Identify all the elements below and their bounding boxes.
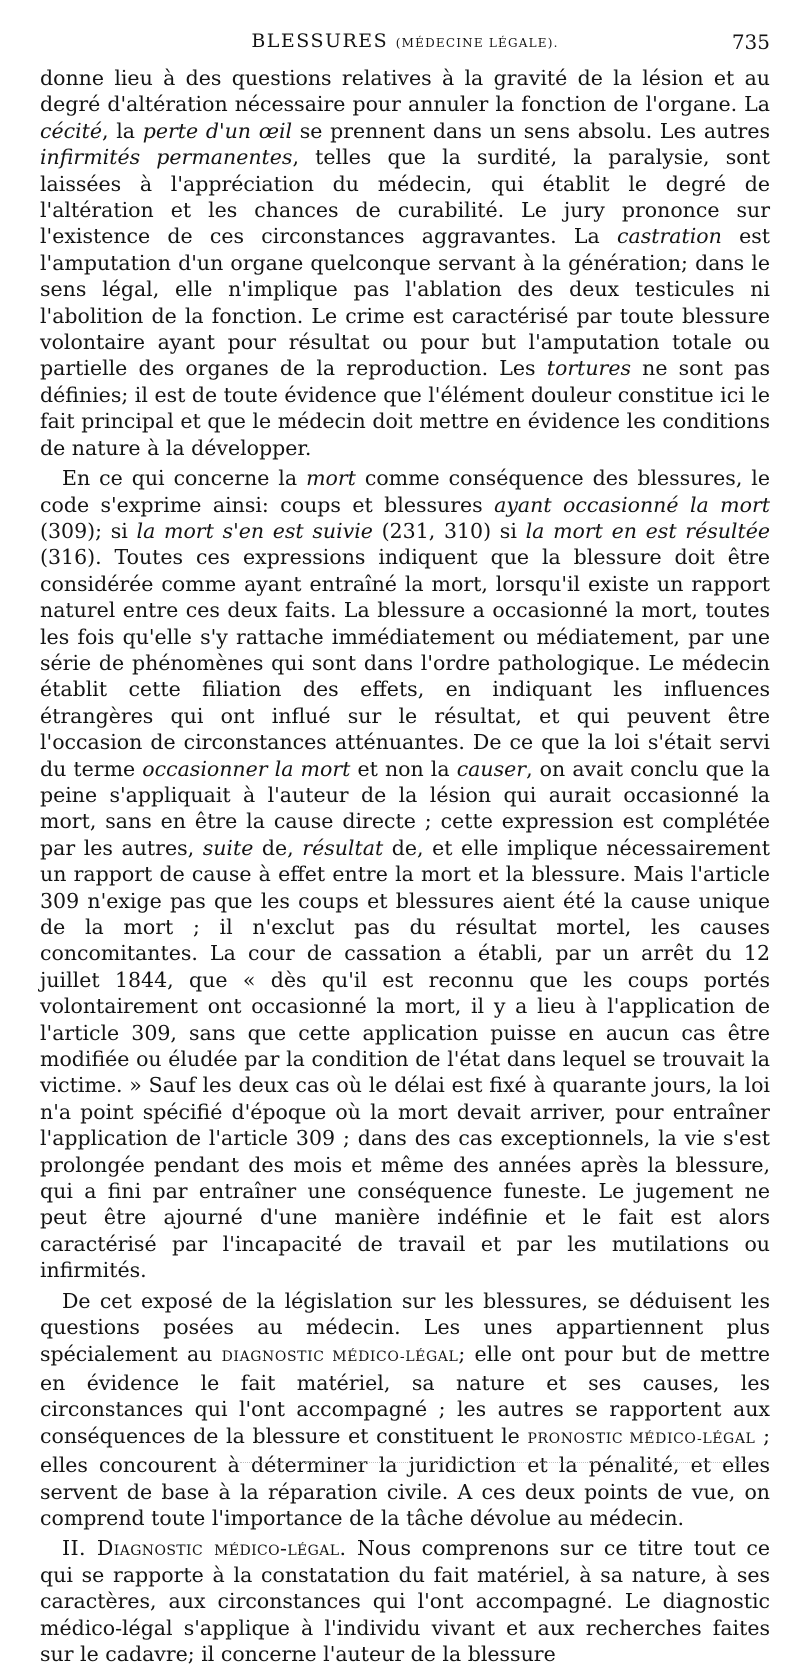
paragraph-1 (40, 65, 770, 461)
text-run: De cet exposé de la législation sur les blessures, se déduisent les questions posées au médecin. Les unes appartiennent plus spécialement au (40, 1288, 770, 1366)
text-run: ; elle ont pour but de mettre en évidence le fait matériel, sa nature et ses causes, les circonstances qui l'ont accompagné ; les autres se rapportent aux conséquences de la blessure et constituent le (40, 1341, 770, 1448)
running-header (40, 30, 770, 56)
italic-term: suite (202, 835, 254, 860)
text-run: et non la (350, 756, 457, 781)
body-text (40, 65, 770, 1667)
text-run: se prennent dans un sens absolu. Les autres (292, 118, 771, 143)
italic-term: cécité (40, 118, 103, 143)
text-run: En ce qui concerne la (62, 466, 307, 491)
text-run: comme conséquence des blessures, le code s'exprime ainsi: coups et blessures (40, 466, 771, 517)
text-run: (231, 310) si (372, 518, 526, 543)
italic-term: la mort en est résultée (525, 518, 770, 543)
text-run: , telles que la surdité, la paralysie, sont laissées à l'appréciation du médecin, qui établit le degré de l'altération et les chances de curabilité. Le jury prononce sur l'existence de ces circonstances aggravantes. La (40, 145, 771, 249)
running-title (40, 30, 770, 52)
italic-term: résultat (302, 835, 384, 860)
italic-term: mort (306, 466, 356, 491)
italic-term: occasionner la mort (142, 756, 351, 781)
header-title: BLESSURES (251, 30, 389, 52)
text-run: (316). Toutes ces expressions indiquent que la blessure doit être considérée comme ayant entraîné la mort, lorsqu'il existe un rapport naturel entre ces deux faits. La blessure a occasionné la mort, toutes les fois qu'elle s'y rattache immédiatement ou médiatement, par une série de phénomènes qui sont dans l'ordre pathologique. Le médecin établit cette filiation des effets, en indiquant les influences étrangères qui ont influé sur le résultat, et qui peuvent être l'occasion de circonstances atténuantes. De ce que la loi s'était servi du terme (40, 545, 770, 781)
small-caps-term: PRONOSTIC MÉDICO-LÉGAL (527, 1430, 756, 1447)
page-bottom-marks (240, 1462, 760, 1467)
italic-term: castration (617, 224, 722, 249)
text-run: de, (253, 835, 303, 860)
italic-term: infirmités permanentes (40, 145, 293, 170)
header-subtitle: (MÉDECINE LÉGALE). (395, 36, 559, 50)
italic-term: perte d'un œil (142, 118, 293, 143)
text-run: (309); si (40, 518, 137, 543)
small-caps-term: DIAGNOSTIC MÉDICO-LÉGAL (221, 1348, 459, 1365)
text-run: , on avait conclu que la peine s'appliquait à l'auteur de la lésion qui aurait occasionné la mort, sans en être la cause directe ; cette expression est complétée par les autres, (40, 756, 770, 860)
text-run: Nous comprenons sur ce titre tout ce qui se rapporte à la constatation du fait matériel, à sa nature, à ses caractères, aux circonstances qui l'ont accompagné. Le diagnostic médico-légal s'applique à l'individu vivant et aux recherches faites sur le cadavre; il concerne l'auteur de la blessure (40, 1536, 770, 1666)
italic-term: ayant occasionné la mort (494, 492, 770, 517)
paragraph-3 (40, 1288, 770, 1532)
section-heading: II. Diagnostic médico-légal. (62, 1536, 347, 1561)
page-number: 735 (731, 30, 770, 54)
text-run: , la (102, 118, 143, 143)
italic-term: tortures (546, 356, 632, 381)
paragraph-4 (40, 1535, 770, 1667)
text-run: ne sont pas définies; il est de toute évidence que l'élément douleur constitue ici le fait principal et que le médecin doit mettre en évidence les conditions de nature à la développer. (40, 356, 771, 460)
text-run: est l'amputation d'un organe quelconque servant à la génération; dans le sens légal, elle n'implique pas l'ablation des deux testicules ni l'abolition de la fonction. Le crime est caractérisé par toute blessure volontaire ayant pour résultat ou pour but l'amputation totale ou partielle des organes de la reproduction. Les (40, 224, 770, 381)
text-run: ; elles concourent à déterminer la juridiction et la pénalité, et elles servent de base à la réparation civile. A ces deux points de vue, on comprend toute l'importance de la tâche dévolue au médecin. (40, 1423, 770, 1530)
paragraph-2 (40, 465, 770, 1284)
text-run: donne lieu à des questions relatives à la gravité de la lésion et au degré d'altération nécessaire pour annuler la fonction de l'organe. La (40, 66, 770, 117)
italic-term: la mort s'en est suivie (136, 518, 373, 543)
text-run: de, et elle implique nécessairement un rapport de cause à effet entre la mort et la blessure. Mais l'article 309 n'exige pas que les coups et blessures aient été la cause unique de la mort ; il n'exclut pas du résultat mortel, les causes concomitantes. La cour de cassation a établi, par un arrêt du 12 juillet 1844, que « dès qu'il est reconnu que les coups portés volontairement ont occasionné la mort, il y a lieu à l'application de l'article 309, sans que cette application puisse en aucun cas être modifiée ou éludée par la condition de l'état dans lequel se trouvait la victime. » Sauf les deux cas où le délai est fixé à quarante jours, la loi n'a point spécifié d'époque où la mort devait arriver, pour entraîner l'application de l'article 309 ; dans des cas exceptionnels, la vie s'est prolongée pendant des mois et même des années après la blessure, qui a fini par entraîner une conséquence funeste. Le jugement ne peut être ajourné d'une manière indéfinie et le fait est alors caractérisé par l'incapacité de travail et par les mutilations ou infirmités. (40, 835, 770, 1283)
italic-term: causer (456, 756, 527, 781)
